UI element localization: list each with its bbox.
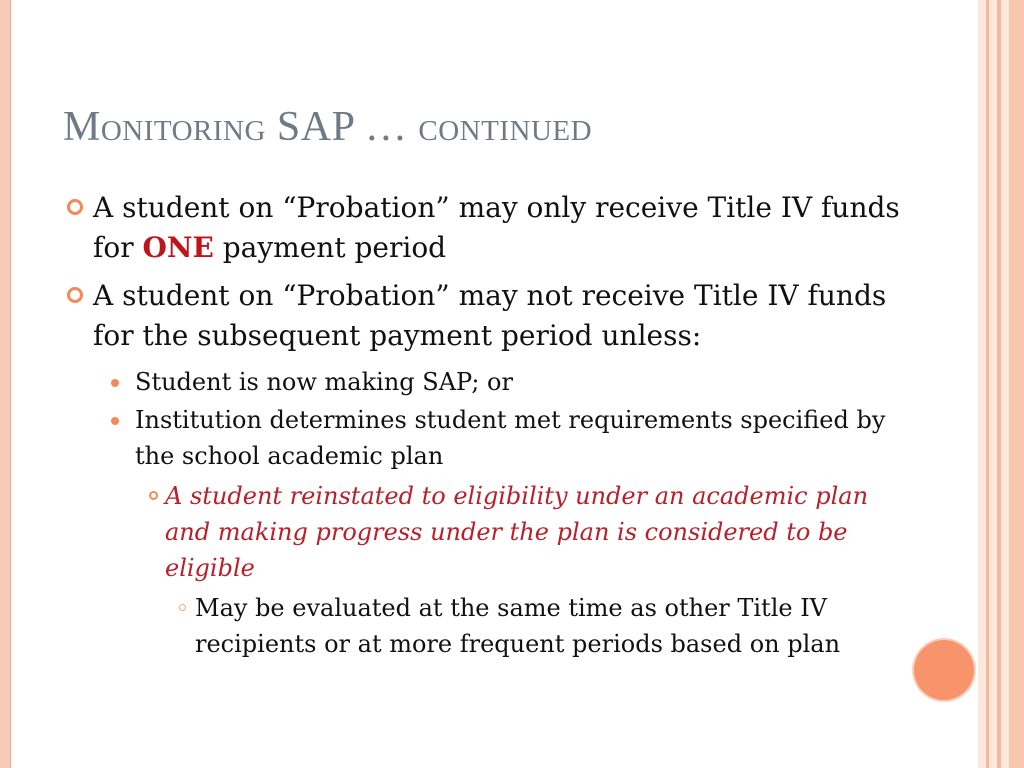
bullet-level1-probation-one-period [63,188,903,268]
bullet-level2-institution-determines [105,402,903,474]
dot-bullet-icon [111,379,119,387]
dot-bullet-icon [111,417,119,425]
circle-accent-decoration [914,640,974,700]
emphasis-text: ONE [142,231,214,264]
bullet-level2-making-sap [105,364,903,400]
bullet-level3-reinstated-student [135,478,903,586]
bullet-text: Institution determines student met requirements specified by the school academic plan [135,406,886,470]
stripe [989,0,997,768]
right-stripes-decoration [978,0,1024,768]
ring-bullet-icon [67,199,83,215]
bullet-text: A student on “Probation” may only receive Title IV funds for [93,191,900,264]
bullet-text: A student on “Probation” may not receive Title IV funds for the subsequent payment period unless: [93,279,887,352]
stripe [1009,0,1024,768]
slide-content [63,188,903,662]
ring-bullet-icon [67,287,83,303]
stripe [978,0,986,768]
bullet-text: A student reinstated to eligibility under an academic plan and making progress under the plan is considered to be eligible [165,482,869,582]
bullet-text: Student is now making SAP; or [135,368,513,396]
bullet-level1-probation-subsequent [63,276,903,356]
stripe [1001,0,1009,768]
small-ring-bullet-icon [179,604,186,611]
left-border-decoration [0,0,11,768]
bullet-text: May be evaluated at the same time as other Title IV recipients or at more frequent periods based on plan [195,594,841,658]
bullet-level4-evaluation-timing [165,590,903,662]
bullet-text: payment period [213,231,447,264]
slide-title: Monitoring SAP … continued [63,104,593,150]
ring-bullet-icon [149,491,158,500]
